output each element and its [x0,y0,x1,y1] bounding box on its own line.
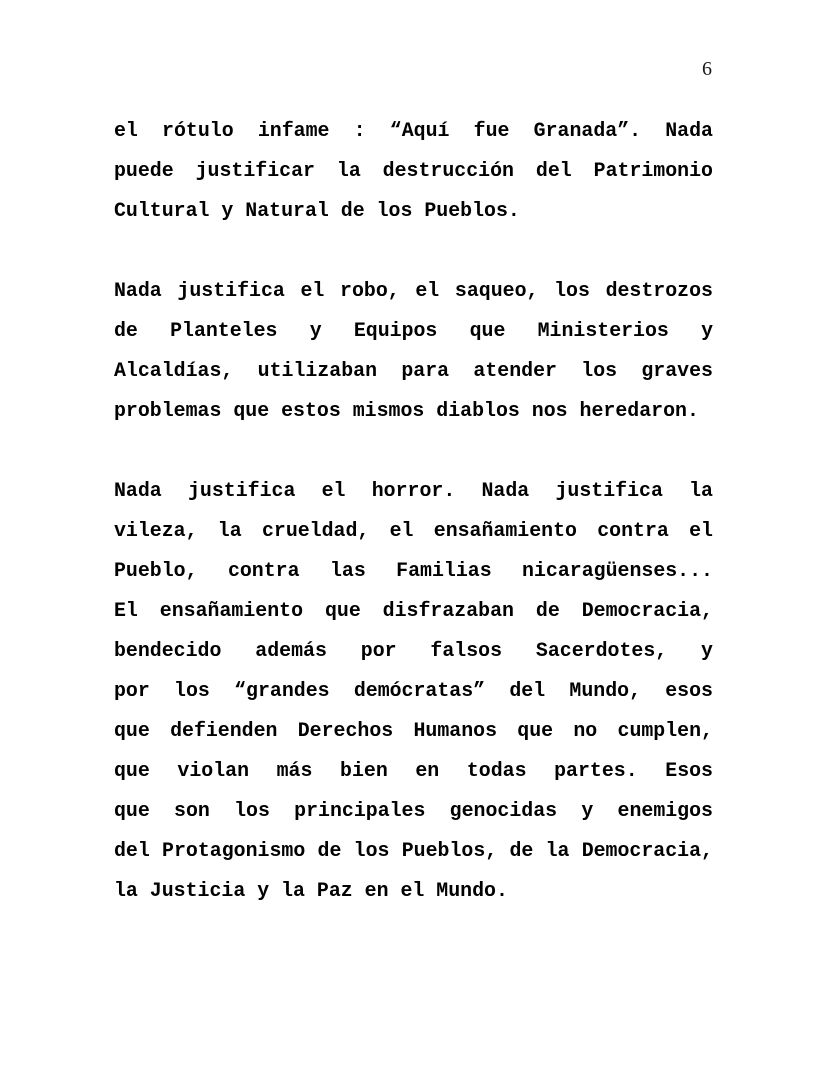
text-line: que son los principales genocidas y enemigos [114,799,713,822]
text-line: problemas que estos mismos diablos nos heredaron. [114,399,699,422]
page-number: 6 [702,58,712,80]
text-line: Nada justifica el horror. Nada justifica la [114,479,713,502]
paragraph-3 [114,471,713,911]
text-line: puede justificar la destrucción del Patrimonio [114,159,713,182]
text-line: que defienden Derechos Humanos que no cumplen, [114,719,713,742]
paragraph-2 [114,271,713,431]
text-line: Nada justifica el robo, el saqueo, los destrozos [114,279,713,302]
text-line: El ensañamiento que disfrazaban de Democracia, [114,599,713,622]
text-line: el rótulo infame : “Aquí fue Granada”. Nada [114,119,713,142]
paragraph-1 [114,111,713,231]
text-line: de Planteles y Equipos que Ministerios y [114,319,713,342]
text-line: que violan más bien en todas partes. Esos [114,759,713,782]
text-line: la Justicia y la Paz en el Mundo. [114,879,508,902]
text-line: Alcaldías, utilizaban para atender los graves [114,359,713,382]
text-line: del Protagonismo de los Pueblos, de la Democracia, [114,839,713,862]
text-line: bendecido además por falsos Sacerdotes, y [114,639,713,662]
text-line: Cultural y Natural de los Pueblos. [114,199,520,222]
text-line: por los “grandes demócratas” del Mundo, esos [114,679,713,702]
document-body [114,111,713,911]
text-line: vileza, la crueldad, el ensañamiento contra el [114,519,713,542]
text-line: Pueblo, contra las Familias nicaragüenses... [114,559,713,582]
